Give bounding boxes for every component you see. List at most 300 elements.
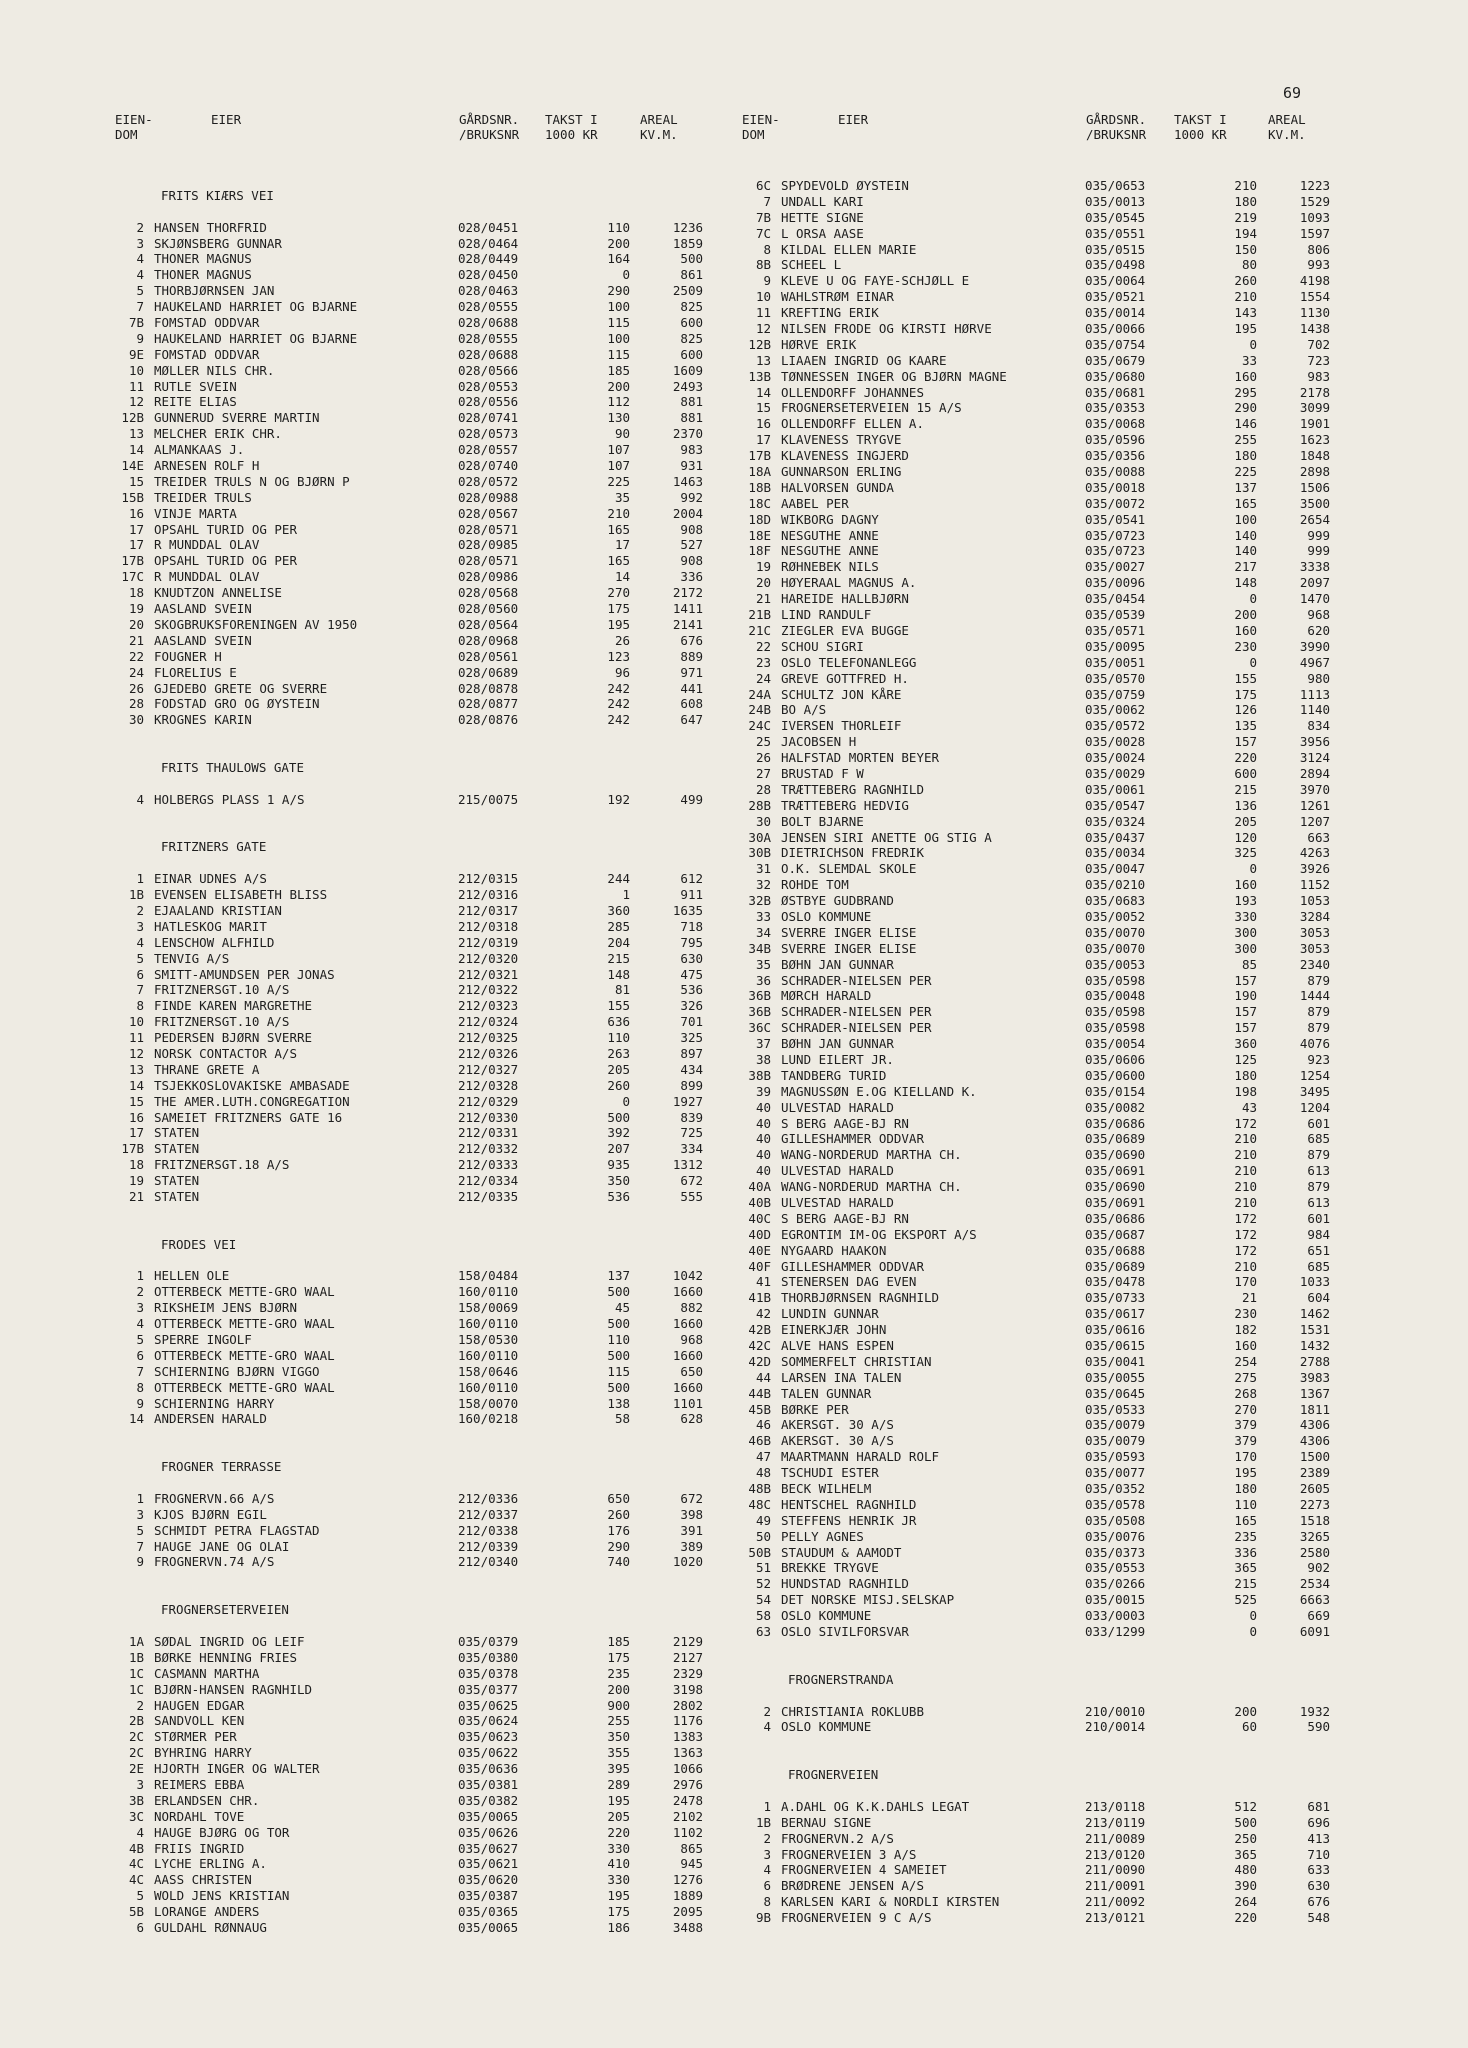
owner-name: BØHN JAN GUNNAR: [781, 956, 894, 972]
table-row: [727, 1814, 1330, 1831]
property-number: 24C: [748, 718, 771, 734]
areal-value: 590: [1307, 1719, 1330, 1735]
spacer: [100, 1427, 700, 1443]
property-number: 17B: [121, 553, 144, 569]
takst-value: 217: [1234, 559, 1257, 575]
owner-name: GILLESHAMMER ODDVAR: [781, 1258, 924, 1274]
owner-name: EGRONTIM IM-OG EKSPORT A/S: [781, 1226, 977, 1242]
owner-name: AABEL PER: [781, 495, 849, 511]
owner-name: BØHN JAN GUNNAR: [781, 1036, 894, 1052]
table-row: [727, 1624, 1330, 1640]
takst-value: 170: [1234, 1274, 1257, 1290]
takst-value: 270: [607, 585, 630, 601]
takst-value: 195: [1234, 1465, 1257, 1481]
owner-name: WOLD JENS KRISTIAN: [154, 1888, 290, 1904]
gards-bruksnr: 035/0266: [1085, 1576, 1146, 1592]
table-row: [100, 871, 703, 887]
property-number: 16: [128, 1109, 144, 1125]
table-row: [727, 575, 1330, 591]
gards-bruksnr: 035/0072: [1085, 495, 1146, 511]
areal-value: 879: [1307, 1179, 1330, 1195]
table-row: [727, 432, 1330, 448]
areal-value: 999: [1307, 543, 1330, 559]
table-row: [100, 1506, 703, 1523]
takst-value: 165: [1234, 1512, 1257, 1528]
areal-value: 1152: [1299, 877, 1330, 893]
areal-value: 1363: [672, 1745, 703, 1761]
property-number: 40C: [748, 1210, 771, 1226]
gards-bruksnr: 033/1299: [1085, 1624, 1146, 1640]
owner-name: BERNAU SIGNE: [781, 1814, 872, 1830]
gards-bruksnr: 028/0464: [458, 235, 519, 251]
takst-value: 160: [1234, 622, 1257, 638]
gards-bruksnr: 212/0340: [458, 1554, 519, 1570]
gards-bruksnr: 035/0079: [1085, 1433, 1146, 1449]
property-number: 4: [136, 267, 144, 283]
areal-value: 548: [1307, 1910, 1330, 1926]
table-row: [727, 495, 1330, 512]
areal-value: 2172: [672, 585, 703, 601]
table-row: [100, 1872, 703, 1888]
owner-name: HAUKELAND HARRIET OG BJARNE: [154, 330, 358, 346]
table-row: [100, 1363, 703, 1380]
gards-bruksnr: 213/0121: [1085, 1910, 1146, 1926]
takst-value: 225: [1234, 464, 1257, 480]
table-row: [100, 1125, 703, 1141]
street-name: FRODES VEI: [161, 1236, 237, 1252]
owner-name: ALMANKAAS J.: [154, 442, 245, 458]
spacer: [100, 1221, 700, 1237]
areal-value: 1927: [672, 1093, 703, 1109]
owner-name: SKOGBRUKSFORENINGEN AV 1950: [154, 616, 358, 632]
owner-name: TENVIG A/S: [154, 950, 230, 966]
property-number: 4: [136, 1316, 144, 1332]
takst-value: 136: [1234, 797, 1257, 813]
takst-value: 194: [1234, 225, 1257, 241]
owner-name: HJORTH INGER OG WALTER: [154, 1761, 320, 1777]
table-row: [100, 1300, 703, 1316]
areal-value: 3338: [1299, 559, 1330, 575]
areal-value: 2788: [1299, 1353, 1330, 1369]
owner-name: RUTLE SVEIN: [154, 378, 237, 394]
owner-name: S BERG AAGE-BJ RN: [781, 1115, 909, 1131]
takst-value: 180: [1234, 1481, 1257, 1497]
takst-value: 0: [1249, 861, 1257, 877]
table-row: [727, 1051, 1330, 1068]
owner-name: FRITZNERSGT.10 A/S: [154, 1014, 290, 1030]
property-number: 2: [136, 219, 144, 235]
table-row: [727, 1481, 1330, 1497]
areal-value: 2329: [672, 1665, 703, 1681]
owner-name: LENSCHOW ALFHILD: [154, 934, 275, 950]
property-number: 1: [136, 1490, 144, 1506]
table-row: [100, 1173, 703, 1189]
gards-bruksnr: 212/0333: [458, 1157, 519, 1173]
owner-name: FRITZNERSGT.18 A/S: [154, 1157, 290, 1173]
property-number: 7: [763, 193, 771, 209]
areal-value: 968: [1307, 607, 1330, 623]
owner-name: HALFSTAD MORTEN BEYER: [781, 750, 940, 766]
property-number: 18: [128, 585, 144, 601]
property-number: 46: [755, 1417, 771, 1433]
takst-value: 200: [607, 235, 630, 251]
takst-value: 295: [1234, 384, 1257, 400]
gards-bruksnr: 035/0048: [1085, 988, 1146, 1004]
gards-bruksnr: 035/0616: [1085, 1322, 1146, 1338]
table-row: [727, 1115, 1330, 1132]
takst-value: 500: [607, 1284, 630, 1300]
areal-value: 1367: [1299, 1385, 1330, 1401]
table-row: [100, 1077, 703, 1094]
owner-name: EVENSEN ELISABETH BLISS: [154, 887, 328, 903]
takst-value: 85: [1241, 956, 1257, 972]
property-number: 40E: [748, 1242, 771, 1258]
spacer: [727, 1735, 1327, 1751]
property-number: 15: [128, 473, 144, 489]
takst-value: 210: [607, 505, 630, 521]
property-number: 7C: [755, 225, 771, 241]
table-row: [100, 950, 703, 967]
spacer: [100, 1475, 700, 1491]
property-number: 14: [128, 1411, 144, 1427]
gards-bruksnr: 212/0331: [458, 1125, 519, 1141]
property-number: 5: [136, 1522, 144, 1538]
table-row: [727, 607, 1330, 623]
gards-bruksnr: 035/0691: [1085, 1163, 1146, 1179]
property-number: 13: [128, 426, 144, 442]
takst-value: 125: [1234, 1051, 1257, 1067]
gards-bruksnr: 035/0041: [1085, 1353, 1146, 1369]
areal-value: 1033: [1299, 1274, 1330, 1290]
table-row: [727, 1592, 1330, 1608]
areal-value: 696: [1307, 1814, 1330, 1830]
right-header-eiendom: EIEN- DOM: [742, 112, 780, 142]
owner-name: BECK WILHELM: [781, 1481, 872, 1497]
takst-value: 260: [1234, 273, 1257, 289]
takst-value: 230: [1234, 1306, 1257, 1322]
owner-name: NILSEN FRODE OG KIRSTI HØRVE: [781, 321, 992, 337]
property-number: 3: [136, 1300, 144, 1316]
areal-value: 1660: [672, 1347, 703, 1363]
areal-value: 718: [680, 918, 703, 934]
takst-value: 255: [1234, 432, 1257, 448]
takst-value: 160: [1234, 877, 1257, 893]
areal-value: 601: [1307, 1210, 1330, 1226]
takst-value: 215: [1234, 781, 1257, 797]
property-number: 6: [763, 1878, 771, 1894]
table-row: [727, 1878, 1330, 1894]
takst-value: 126: [1234, 702, 1257, 718]
table-row: [100, 934, 703, 951]
gards-bruksnr: 035/0754: [1085, 336, 1146, 352]
areal-value: 2802: [672, 1697, 703, 1713]
areal-value: 2273: [1299, 1496, 1330, 1512]
gards-bruksnr: 035/0324: [1085, 813, 1146, 829]
spacer: [727, 1640, 1327, 1656]
gards-bruksnr: 035/0686: [1085, 1115, 1146, 1131]
areal-value: 1932: [1299, 1703, 1330, 1719]
areal-value: 882: [680, 1300, 703, 1316]
spacer: [727, 1656, 1327, 1672]
table-row: [727, 940, 1330, 957]
owner-name: S BERG AAGE-BJ RN: [781, 1210, 909, 1226]
property-number: 15: [128, 1093, 144, 1109]
spacer: [727, 1751, 1327, 1767]
owner-name: ROHDE TOM: [781, 877, 849, 893]
gards-bruksnr: 035/0373: [1085, 1544, 1146, 1560]
areal-value: 1597: [1299, 225, 1330, 241]
gards-bruksnr: 158/0069: [458, 1300, 519, 1316]
gards-bruksnr: 035/0478: [1085, 1274, 1146, 1290]
table-row: [100, 585, 703, 601]
areal-value: 725: [680, 1125, 703, 1141]
takst-value: 135: [1234, 718, 1257, 734]
owner-name: WIKBORG DAGNY: [781, 511, 879, 527]
takst-value: 210: [1234, 1258, 1257, 1274]
takst-value: 300: [1234, 940, 1257, 956]
gards-bruksnr: 035/0353: [1085, 400, 1146, 416]
owner-name: TRÆTTEBERG RAGNHILD: [781, 781, 924, 797]
table-row: [727, 1433, 1330, 1449]
owner-name: LORANGE ANDERS: [154, 1904, 260, 1920]
street-name: FROGNERVEIEN: [788, 1767, 879, 1783]
owner-name: SVERRE INGER ELISE: [781, 940, 917, 956]
takst-value: 242: [607, 680, 630, 696]
owner-name: FRITZNERSGT.10 A/S: [154, 982, 290, 998]
takst-value: 360: [1234, 1036, 1257, 1052]
table-row: [100, 1014, 703, 1030]
gards-bruksnr: 035/0598: [1085, 1020, 1146, 1036]
table-row: [100, 537, 703, 553]
gards-bruksnr: 035/0681: [1085, 384, 1146, 400]
owner-name: JENSEN SIRI ANETTE OG STIG A: [781, 829, 992, 845]
gards-bruksnr: 035/0437: [1085, 829, 1146, 845]
gards-bruksnr: 028/0571: [458, 553, 519, 569]
property-number: 13: [755, 352, 771, 368]
property-number: 3: [136, 918, 144, 934]
street-name: FRITS THAULOWS GATE: [161, 759, 304, 775]
areal-value: 672: [680, 1173, 703, 1189]
gards-bruksnr: 035/0356: [1085, 448, 1146, 464]
spacer: [727, 1688, 1327, 1704]
property-number: 18A: [748, 464, 771, 480]
gards-bruksnr: 035/0759: [1085, 686, 1146, 702]
street-heading: [100, 1459, 700, 1475]
property-number: 2: [763, 1830, 771, 1846]
gards-bruksnr: 212/0328: [458, 1077, 519, 1093]
owner-name: JACOBSEN H: [781, 734, 857, 750]
table-row: [100, 410, 703, 426]
owner-name: AASLAND SVEIN: [154, 632, 252, 648]
table-row: [727, 638, 1330, 655]
owner-name: SØDAL INGRID OG LEIF: [154, 1633, 305, 1649]
table-row: [727, 193, 1330, 210]
property-number: 40: [755, 1115, 771, 1131]
table-row: [100, 1649, 703, 1666]
areal-value: 600: [680, 315, 703, 331]
owner-name: SMITT-AMUNDSEN PER JONAS: [154, 966, 335, 982]
areal-value: 1276: [672, 1872, 703, 1888]
table-row: [727, 797, 1330, 814]
gards-bruksnr: 035/0598: [1085, 1004, 1146, 1020]
table-row: [727, 702, 1330, 718]
owner-name: ULVESTAD HARALD: [781, 1195, 894, 1210]
right-header-areal: AREAL KV.M.: [1268, 112, 1306, 142]
areal-value: 676: [1307, 1894, 1330, 1910]
owner-name: HAUKELAND HARRIET OG BJARNE: [154, 299, 358, 315]
areal-value: 681: [1307, 1798, 1330, 1814]
table-row: [100, 473, 703, 490]
takst-value: 172: [1234, 1210, 1257, 1226]
table-row: [727, 384, 1330, 401]
table-row: [727, 1417, 1330, 1433]
table-row: [727, 352, 1330, 369]
right-column: [727, 178, 1330, 1926]
takst-value: 500: [607, 1109, 630, 1125]
gards-bruksnr: 212/0325: [458, 1030, 519, 1046]
takst-value: 157: [1234, 972, 1257, 988]
takst-value: 164: [607, 251, 630, 267]
property-number: 1B: [755, 1814, 771, 1830]
owner-name: TANDBERG TURID: [781, 1067, 887, 1083]
gards-bruksnr: 035/0690: [1085, 1147, 1146, 1163]
table-row: [100, 601, 703, 617]
gards-bruksnr: 028/0988: [458, 489, 519, 505]
table-row: [100, 489, 703, 506]
takst-value: 0: [622, 1093, 630, 1109]
takst-value: 157: [1234, 1020, 1257, 1036]
gards-bruksnr: 035/0570: [1085, 670, 1146, 686]
takst-value: 182: [1234, 1322, 1257, 1338]
areal-value: 911: [680, 887, 703, 903]
property-number: 52: [755, 1576, 771, 1592]
gards-bruksnr: 035/0024: [1085, 750, 1146, 766]
owner-name: HOLBERGS PLASS 1 A/S: [154, 791, 305, 807]
gards-bruksnr: 158/0646: [458, 1363, 519, 1379]
table-row: [100, 1713, 703, 1729]
takst-value: 350: [607, 1729, 630, 1745]
property-number: 49: [755, 1512, 771, 1528]
takst-value: 290: [607, 1538, 630, 1554]
takst-value: 205: [607, 1061, 630, 1077]
owner-name: ARNESEN ROLF H: [154, 458, 260, 474]
gards-bruksnr: 035/0070: [1085, 924, 1146, 940]
takst-value: 220: [607, 1824, 630, 1840]
property-number: 41B: [748, 1290, 771, 1306]
property-number: 2B: [128, 1713, 144, 1729]
takst-value: 260: [607, 1077, 630, 1093]
table-row: [727, 924, 1330, 941]
areal-value: 992: [680, 489, 703, 505]
street-heading: [100, 760, 700, 776]
takst-value: 165: [607, 521, 630, 537]
areal-value: 2898: [1299, 464, 1330, 480]
takst-value: 200: [1234, 607, 1257, 623]
gards-bruksnr: 028/0560: [458, 601, 519, 617]
property-number: 8: [763, 241, 771, 257]
gards-bruksnr: 035/0055: [1085, 1369, 1146, 1385]
takst-value: 195: [1234, 321, 1257, 337]
property-number: 17: [128, 1125, 144, 1141]
property-number: 4: [136, 251, 144, 267]
spacer: [727, 1783, 1327, 1799]
takst-value: 175: [1234, 686, 1257, 702]
gards-bruksnr: 035/0578: [1085, 1496, 1146, 1512]
owner-name: KLEVE U OG FAYE-SCHJØLL E: [781, 273, 970, 289]
gards-bruksnr: 035/0382: [458, 1792, 519, 1808]
table-row: [727, 622, 1330, 639]
property-number: 4: [763, 1719, 771, 1735]
gards-bruksnr: 212/0319: [458, 934, 519, 950]
gards-bruksnr: 212/0318: [458, 918, 519, 934]
takst-value: 155: [607, 998, 630, 1014]
owner-name: FOMSTAD ODDVAR: [154, 315, 260, 331]
owner-name: KJOS BJØRN EGIL: [154, 1506, 267, 1522]
property-number: 17C: [121, 569, 144, 585]
property-number: 2C: [128, 1745, 144, 1761]
property-number: 32: [755, 877, 771, 893]
areal-value: 2004: [672, 505, 703, 521]
table-row: [100, 1395, 703, 1412]
areal-value: 676: [680, 632, 703, 648]
gards-bruksnr: 035/0082: [1085, 1099, 1146, 1115]
table-row: [727, 829, 1330, 846]
areal-value: 879: [1307, 1020, 1330, 1036]
table-row: [727, 305, 1330, 321]
property-number: 19: [755, 559, 771, 575]
gards-bruksnr: 035/0054: [1085, 1036, 1146, 1052]
areal-value: 1859: [672, 235, 703, 251]
owner-name: STENERSEN DAG EVEN: [781, 1274, 917, 1290]
areal-value: 2095: [672, 1904, 703, 1920]
property-number: 17: [755, 432, 771, 448]
owner-name: OSLO TELEFONANLEGG: [781, 654, 917, 670]
takst-value: 210: [1234, 178, 1257, 193]
gards-bruksnr: 035/0154: [1085, 1083, 1146, 1099]
gards-bruksnr: 033/0003: [1085, 1608, 1146, 1624]
property-number: 4: [763, 1862, 771, 1878]
takst-value: 0: [1249, 336, 1257, 352]
areal-value: 923: [1307, 1051, 1330, 1067]
property-number: 22: [755, 638, 771, 654]
property-number: 7: [136, 1538, 144, 1554]
property-number: 9: [763, 273, 771, 289]
gards-bruksnr: 211/0091: [1085, 1878, 1146, 1894]
takst-value: 500: [607, 1379, 630, 1395]
gards-bruksnr: 028/0555: [458, 330, 519, 346]
owner-name: SCHOU SIGRI: [781, 638, 864, 654]
takst-value: 100: [1234, 511, 1257, 527]
takst-value: 110: [607, 1030, 630, 1046]
property-number: 24: [128, 664, 144, 680]
property-number: 44B: [748, 1385, 771, 1401]
table-row: [100, 330, 703, 347]
takst-value: 220: [1234, 1910, 1257, 1926]
gards-bruksnr: 035/0508: [1085, 1512, 1146, 1528]
owner-name: R MUNDDAL OLAV: [154, 537, 260, 553]
gards-bruksnr: 160/0110: [458, 1347, 519, 1363]
owner-name: HATLESKOG MARIT: [154, 918, 267, 934]
gards-bruksnr: 035/0688: [1085, 1242, 1146, 1258]
property-number: 39: [755, 1083, 771, 1099]
owner-name: FOMSTAD ODDVAR: [154, 346, 260, 362]
gards-bruksnr: 035/0378: [458, 1665, 519, 1681]
property-number: 18C: [748, 495, 771, 511]
property-number: 15B: [121, 489, 144, 505]
table-row: [100, 1904, 703, 1920]
gards-bruksnr: 212/0332: [458, 1141, 519, 1157]
gards-bruksnr: 158/0530: [458, 1332, 519, 1348]
